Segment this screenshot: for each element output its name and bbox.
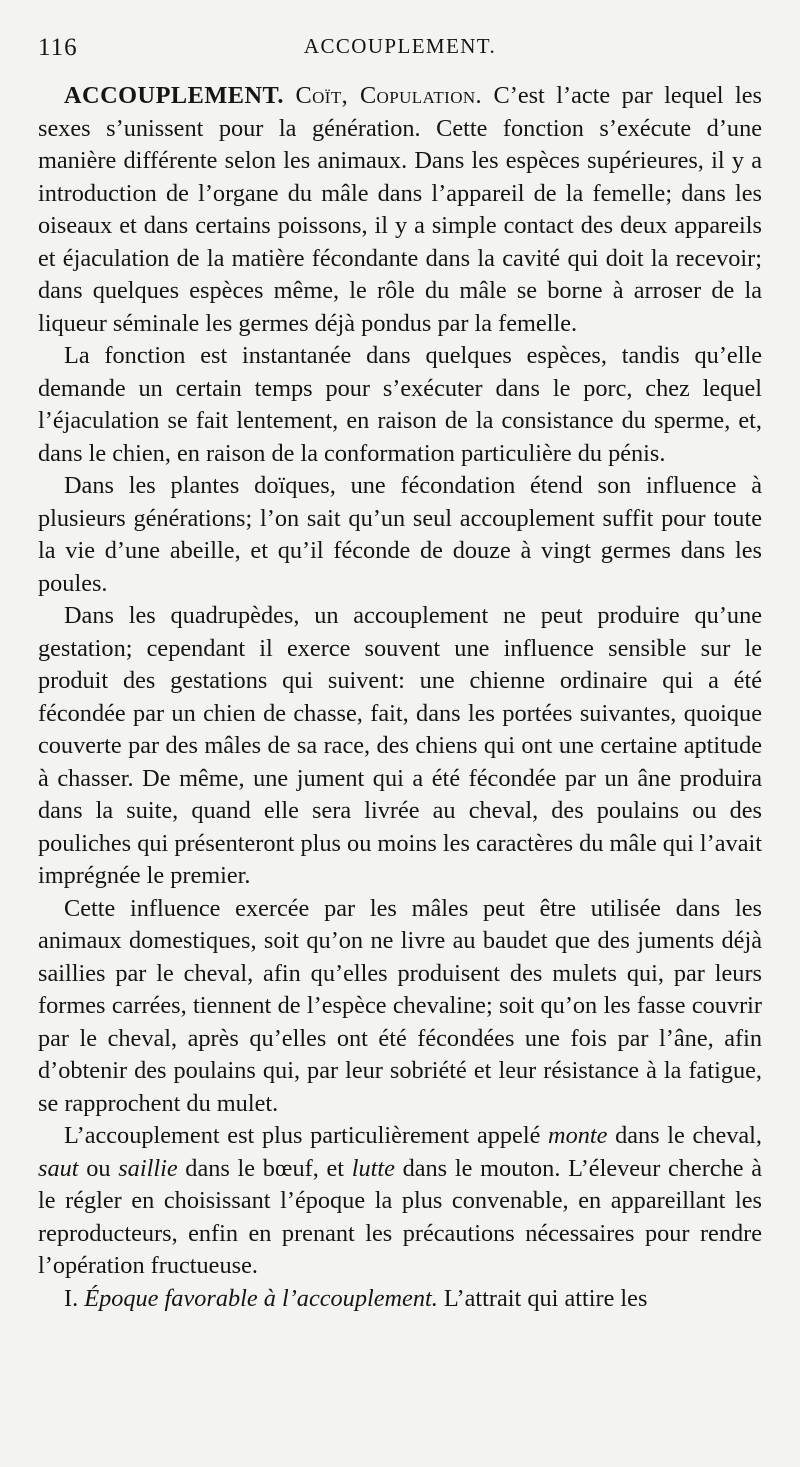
entry-headword: ACCOUPLEMENT. xyxy=(64,82,284,109)
term-monte: monte xyxy=(548,1122,608,1149)
entry-definition: C’est l’acte par lequel les sexes s’unissent pour la génération. Cette fonction s’exécute d’une manière différente selon les animaux. Dans les espèces supérieures, il y a introduction de l’organe du mâle dans l’appareil de la femelle; dans les oiseaux et dans certains poissons, il y a simple contact des deux appareils et éjaculation de la matière fécondante dans la cavité qui doit la recevoir; dans quelques espèces même, le rôle du mâle se borne à arroser de la liqueur séminale les germes déjà pondus par la femelle. xyxy=(38,82,763,337)
entry-definition-paragraph xyxy=(38,80,762,340)
section-title: Époque favorable à l’accouplement. xyxy=(84,1284,438,1312)
monte-text-2: dans le cheval, xyxy=(607,1122,762,1149)
entry-body xyxy=(38,80,762,1315)
paragraph-instantaneous-function: La fonction est instantanée dans quelques espèces, tandis qu’elle demande un certain temps pour s’exécuter dans le porc, chez lequel l’éjaculation se fait lentement, en raison de la consistance du sperme, et, dans le chien, en raison de la conformation particulière du pénis. xyxy=(38,342,762,467)
section-text: L’attrait qui attire les xyxy=(443,1284,648,1312)
term-saut: saut xyxy=(38,1154,79,1182)
monte-text-1: L’accouplement est plus particulièrement appelé xyxy=(64,1122,549,1149)
monte-text-4: dans le bœuf, et xyxy=(177,1154,352,1182)
monte-text-5: dans le mouton. L’éleveur cherche à le régler en choisissant l’époque la plus convenable, en appareillant les reproducteurs, enfin en prenant les précautions nécessaires pour rendre l’opération fructueuse. xyxy=(38,1154,762,1279)
page-number: 116 xyxy=(38,34,78,61)
term-saillie: saillie xyxy=(118,1154,178,1182)
section-number: I. xyxy=(64,1284,79,1312)
paragraph-monte-definition xyxy=(38,1120,762,1283)
running-header xyxy=(38,34,762,76)
monte-text-3: ou xyxy=(78,1154,119,1182)
entry-synonyms: Coït, Copulation. xyxy=(295,82,483,109)
section-heading-paragraph xyxy=(38,1283,762,1316)
paragraph-plant-fecondation: Dans les plantes doïques, une fécondation étend son influence à plusieurs générations; l’on sait qu’un seul accouplement suffit pour toute la vie d’une abeille, et qu’il féconde de douze à vingt germes dans les poules. xyxy=(38,472,762,597)
paragraph-male-influence: Cette influence exercée par les mâles peut être utilisée dans les animaux domestiques, soit qu’on ne livre au baudet que des juments déjà saillies par le cheval, afin qu’elles produisent des mulets qui, par leurs formes carrées, tiennent de l’espèce chevaline; soit qu’on les fasse couvrir par le cheval, après qu’elles ont été fécondées une fois par l’âne, afin d’obtenir des poulains qui, par leur sobriété et leur résistance à la fatigue, se rapprochent du mulet. xyxy=(38,894,762,1117)
term-lutte: lutte xyxy=(351,1154,395,1182)
running-title: ACCOUPLEMENT. xyxy=(303,34,497,58)
paragraph-quadruped-gestation: Dans les quadrupèdes, un accouplement ne peut produire qu’une gestation; cependant il exerce souvent une influence sensible sur le produit des gestations qui suivent: une chienne ordinaire qui a été fécondée par un chien de chasse, fait, dans les portées suivantes, quoique couverte par des mâles de sa race, des chiens qui ont une certaine aptitude à chasser. De même, une jument qui a été fécondée par un âne produira dans la suite, quand elle sera livrée au cheval, des poulains ou des pouliches qui présenteront plus ou moins les caractères du mâle qui l’avait imprégnée le premier. xyxy=(38,602,762,889)
